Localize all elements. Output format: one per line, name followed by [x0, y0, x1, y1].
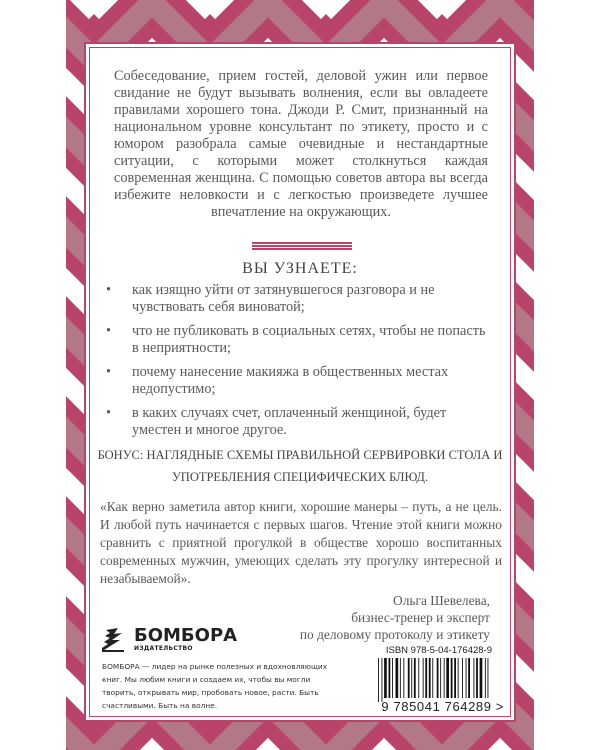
bullet-icon: •: [106, 323, 112, 339]
barcode-bar: [429, 658, 431, 698]
bonus-text: БОНУС: НАГЛЯДНЫЕ СХЕМЫ ПРАВИЛЬНОЙ СЕРВИРОВКИ СТОЛА И УПОТРЕБЛЕНИЯ СПЕЦИФИЧЕСКИХ БЛЮД.: [97, 448, 503, 484]
quote: «Как верно заметила автор книги, хорошие манеры – путь, а не цель. И любой путь начинается с первых шагов. Чтение этой книги можно сравнить с приятной прогулкой в обществе хорошо воспитанных современных мужчин, умеющих сделать эту прогулку интересной и незабываемой».: [100, 499, 502, 586]
publisher-logo-icon: [102, 626, 126, 652]
barcode-bar: [474, 658, 475, 698]
barcode-bar: [458, 658, 459, 698]
barcode-bar: [437, 658, 439, 698]
quote-attribution: [300, 592, 490, 643]
attribution-role: по деловому протоколу и этикету: [299, 627, 490, 642]
publisher-name: БОМБОРА: [134, 624, 238, 646]
barcode-bar: [411, 658, 412, 698]
list-item: • в каких случаях счет, оплаченный женщиной, будет уместен и многое другое.: [106, 405, 447, 438]
barcode-bar: [451, 658, 453, 698]
barcode-bar: [454, 658, 456, 698]
barcode-bar: [403, 658, 404, 698]
divider: [252, 242, 352, 250]
barcode-bar: [440, 658, 441, 698]
barcode-bar: [414, 658, 416, 698]
barcode-bar: [485, 658, 486, 698]
bullet-icon: •: [106, 405, 112, 421]
intro-paragraph: Собеседование, прием гостей, деловой ужин или первое свидание не будут вызывать волнения, если вы овладеете правилами хорошего тона. Джоди Р. Смит, признанный на национальном уровне консультант по этикету, просто и с юмором разобрала самые очевидные и нестандартные ситуации, с которыми может столкнуться каждая современная женщина. С помощью советов автора вы всегда избежите неловкости и с легкостью произведете лучшее впечатление на окружающих.: [114, 68, 488, 220]
attribution-name: Ольга Шевелева,: [393, 593, 490, 608]
learn-heading: ВЫ УЗНАЕТЕ:: [242, 260, 358, 277]
barcode-bar: [418, 658, 419, 698]
barcode-bar: [396, 658, 399, 698]
isbn: ISBN 978-5-04-176428-9: [385, 645, 492, 656]
barcode-bar: [423, 658, 424, 698]
barcode-bar: [476, 658, 478, 698]
barcode-bar: [432, 658, 433, 698]
barcode-bar: [468, 658, 470, 698]
barcode-bar: [392, 658, 393, 698]
barcode-bar: [466, 658, 467, 698]
list-item: • как изящно уйти от затянувшегося разговора и не чувствовать себя виноватой;: [106, 282, 435, 315]
publisher-wordmark: [134, 624, 238, 652]
barcode-bar: [488, 658, 489, 698]
learn-list: [104, 282, 494, 446]
barcode-bar: [389, 658, 391, 698]
list-item: • что не публиковать в социальных сетях, чтобы не попасть в неприятности;: [106, 323, 486, 356]
publisher-sub: ИЗДАТЕЛЬСТВО: [134, 644, 193, 652]
back-cover: [66, 0, 534, 750]
barcode-bar: [480, 658, 483, 698]
barcode-bar: [400, 658, 401, 698]
list-item: • почему нанесение макияжа в общественных местах недопустимо;: [106, 364, 449, 397]
barcode-bar: [384, 658, 387, 698]
bullet-icon: •: [106, 364, 112, 380]
barcode: [376, 658, 490, 702]
text-panel: [84, 42, 516, 722]
barcode-bar: [425, 658, 427, 698]
barcode-bar: [446, 658, 449, 698]
barcode-bar: [382, 658, 383, 702]
barcode-bar: [378, 658, 379, 702]
bullet-icon: •: [106, 282, 112, 298]
publisher-about: БОМБОРА — лидер на рынке полезных и вдохновляющих книг. Мы любим книги и создаем их, чтобы вы могли творить, открывать мир, пробовать новое, расти. Быть счастливыми. Быть на волне.: [102, 662, 328, 710]
barcode-bar: [408, 658, 410, 698]
barcode-bar: [444, 658, 445, 698]
attribution-role: бизнес-тренер и эксперт: [351, 610, 490, 625]
barcode-digits: 9 785041 764289 >: [381, 699, 504, 714]
barcode-bar: [462, 658, 463, 698]
publisher-logo: [102, 626, 237, 652]
